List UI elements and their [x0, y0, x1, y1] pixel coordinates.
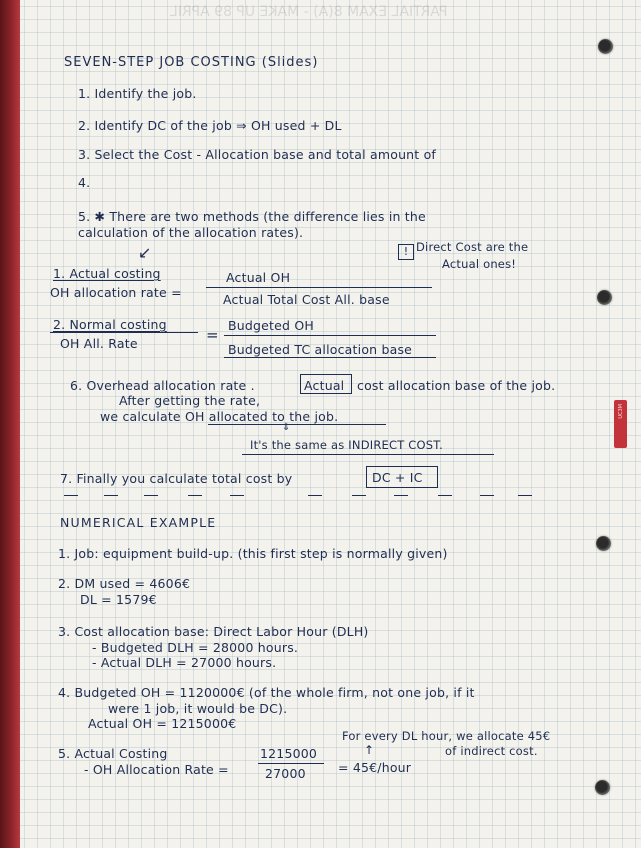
- warning-note-line-2: Actual ones!: [442, 257, 517, 271]
- rate-denominator: 27000: [265, 766, 306, 781]
- normal-costing-label: 2. Normal costing: [53, 317, 167, 332]
- punch-hole: [596, 536, 611, 551]
- step-6-line-3: we calculate OH allocated to the job.: [100, 409, 339, 424]
- separator-dash: [394, 495, 408, 496]
- warning-note-line-1: Direct Cost are the: [416, 240, 529, 254]
- fraction-bar: [206, 287, 432, 288]
- step-5-continued: calculation of the allocation rates).: [78, 225, 304, 240]
- separator-dash: [64, 495, 78, 496]
- step-6-line-2: After getting the rate,: [119, 393, 261, 408]
- step-2: 2. Identify DC of the job ⇒ OH used + DL: [78, 118, 342, 133]
- separator-dash: [188, 495, 202, 496]
- underline-mark: [224, 357, 436, 358]
- fraction-bar: [258, 763, 324, 764]
- example-actual-costing: 5. Actual Costing: [58, 746, 168, 761]
- example-base: 3. Cost allocation base: Direct Labor Hour (DLH): [58, 624, 369, 639]
- brand-tab: UC3M: [614, 400, 627, 448]
- punch-hole: [595, 780, 610, 795]
- example-oh-rate-label: - OH Allocation Rate =: [84, 762, 229, 777]
- fraction-bar: [224, 335, 436, 336]
- separator-dash: [308, 495, 322, 496]
- rate-note-line-1: For every DL hour, we allocate 45€: [342, 729, 551, 743]
- budgeted-oh-numerator: Budgeted OH: [228, 318, 314, 333]
- separator-dash: [518, 495, 532, 496]
- actual-boxed-word: Actual: [304, 378, 345, 393]
- example-actual-dlh: - Actual DLH = 27000 hours.: [92, 655, 277, 670]
- oh-allocation-rate-label: OH allocation rate =: [50, 285, 182, 300]
- separator-dash: [352, 495, 366, 496]
- separator-dash: [438, 495, 452, 496]
- notebook-binding: [0, 0, 20, 848]
- notebook-page: [20, 0, 641, 848]
- step-5: 5. ✱ There are two methods (the difference lies in the: [78, 209, 426, 224]
- oh-all-rate-label: OH All. Rate: [60, 336, 138, 351]
- dc-plus-ic: DC + IC: [372, 470, 423, 485]
- arrow-down-icon: ⇓: [282, 422, 291, 433]
- actual-oh-numerator: Actual OH: [226, 270, 291, 285]
- punch-hole: [597, 290, 612, 305]
- bleed-through-header: PARTIAL EXAM 8(A) - MAKE UP 89 APRIL: [170, 4, 448, 20]
- example-dl: DL = 1579€: [80, 592, 157, 607]
- step-1: 1. Identify the job.: [78, 86, 197, 101]
- example-dm: 2. DM used = 4606€: [58, 576, 191, 591]
- example-budgeted-oh-note: were 1 job, it would be DC).: [108, 701, 288, 716]
- separator-dash: [480, 495, 494, 496]
- step-4: 4.: [78, 175, 91, 190]
- rate-numerator: 1215000: [260, 746, 318, 761]
- example-job: 1. Job: equipment build-up. (this first step is normally given): [58, 546, 448, 561]
- separator-dash: [144, 495, 158, 496]
- step-3: 3. Select the Cost - Allocation base and total amount of: [78, 147, 437, 162]
- separator-dash: [104, 495, 118, 496]
- underline-mark: [242, 454, 494, 455]
- arrow-down-left-icon: ↙: [138, 243, 152, 262]
- rate-result: = 45€/hour: [338, 760, 412, 775]
- example-actual-oh: Actual OH = 1215000€: [88, 716, 237, 731]
- separator-dash: [230, 495, 244, 496]
- page-title: SEVEN-STEP JOB COSTING (Slides): [64, 55, 319, 70]
- step-6-line-4: It's the same as INDIRECT COST.: [250, 438, 444, 452]
- numerical-example-title: NUMERICAL EXAMPLE: [60, 515, 217, 530]
- rate-note-line-2: of indirect cost.: [445, 744, 538, 758]
- arrow-up-icon: ↑: [364, 743, 375, 757]
- punch-hole: [598, 39, 613, 54]
- example-budgeted-oh: 4. Budgeted OH = 1120000€ (of the whole firm, not one job, if it: [58, 685, 475, 700]
- example-budgeted-dlh: - Budgeted DLH = 28000 hours.: [92, 640, 299, 655]
- warning-icon: !: [398, 244, 414, 260]
- step-6-line-1: 6. Overhead allocation rate .: [70, 378, 255, 393]
- equals-sign: =: [206, 326, 219, 344]
- budgeted-base-denominator: Budgeted TC allocation base: [228, 342, 413, 357]
- actual-costing-label: 1. Actual costing: [53, 266, 161, 281]
- step-6-line-1-end: cost allocation base of the job.: [357, 378, 556, 393]
- step-7: 7. Finally you calculate total cost by: [60, 471, 293, 486]
- normal-costing-divider: [50, 332, 198, 333]
- actual-base-denominator: Actual Total Cost All. base: [223, 292, 390, 307]
- underline-mark: [208, 424, 386, 425]
